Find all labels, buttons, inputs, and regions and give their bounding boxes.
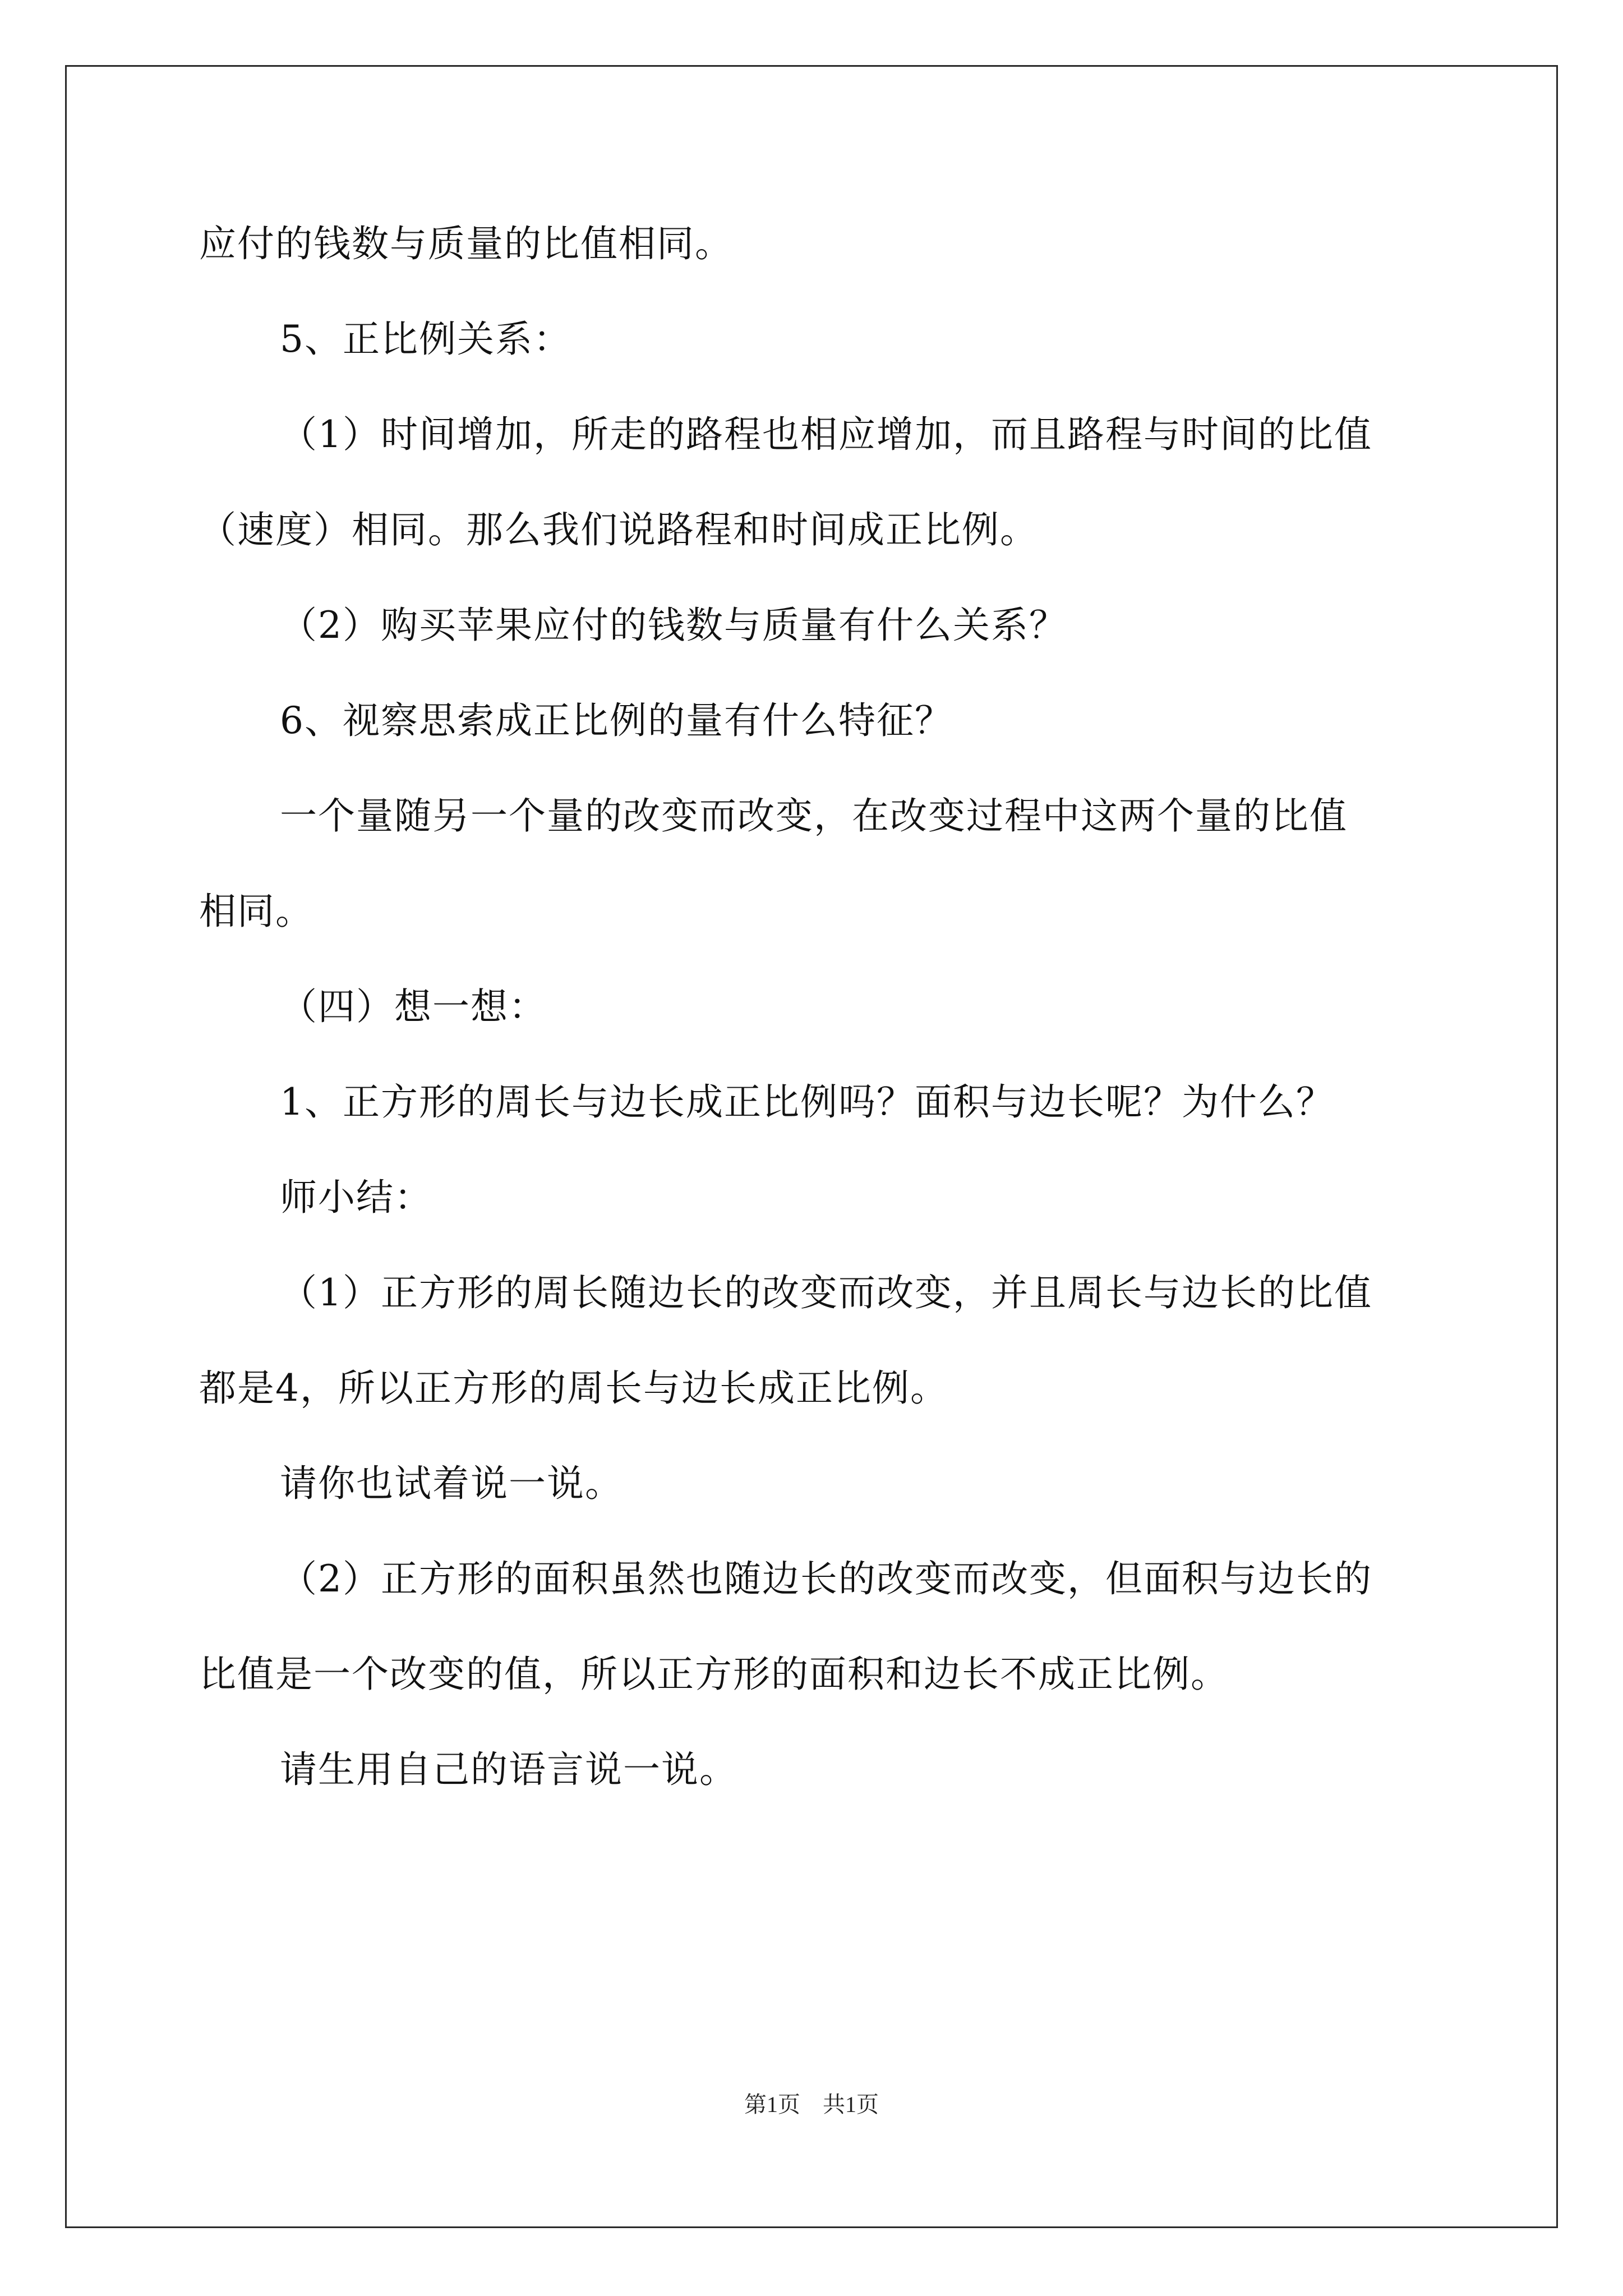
paragraph-line: 应付的钱数与质量的比值相同。 (199, 222, 733, 265)
section-heading: 5、正比例关系： (280, 318, 571, 361)
paragraph-line: 请你也试着说一说。 (280, 1462, 623, 1505)
paragraph-line: 一个量随另一个量的改变而改变，在改变过程中这两个量的比值 (280, 794, 1348, 838)
paragraph-line: 1、正方形的周长与边长成正比例吗？面积与边长呢？为什么？ (280, 1080, 1334, 1124)
paragraph-line: 都是4，所以正方形的周长与边长成正比例。 (199, 1366, 948, 1410)
paragraph-line: （1）时间增加，所走的路程也相应增加，而且路程与时间的比值 (280, 413, 1372, 456)
paragraph-line: 请生用自己的语言说一说。 (280, 1748, 737, 1791)
section-heading: （四）想一想： (280, 985, 547, 1028)
paragraph-line: 师小结： (280, 1176, 432, 1219)
paragraph-line: （1）正方形的周长随边长的改变而改变，并且周长与边长的比值 (280, 1271, 1372, 1314)
page-border (65, 65, 1558, 2228)
paragraph-line: （速度）相同。那么我们说路程和时间成正比例。 (199, 508, 1038, 551)
paragraph-line: （2）购买苹果应付的钱数与质量有什么关系？ (280, 604, 1067, 647)
paragraph-line: 相同。 (199, 890, 313, 933)
paragraph-line: （2）正方形的面积虽然也随边长的改变而改变，但面积与边长的 (280, 1557, 1372, 1600)
section-heading: 6、视察思索成正比例的量有什么特征？ (280, 699, 953, 742)
paragraph-line: 比值是一个改变的值，所以正方形的面积和边长不成正比例。 (199, 1653, 1229, 1696)
page-number-footer: 第1页 共1页 (744, 2092, 879, 2117)
